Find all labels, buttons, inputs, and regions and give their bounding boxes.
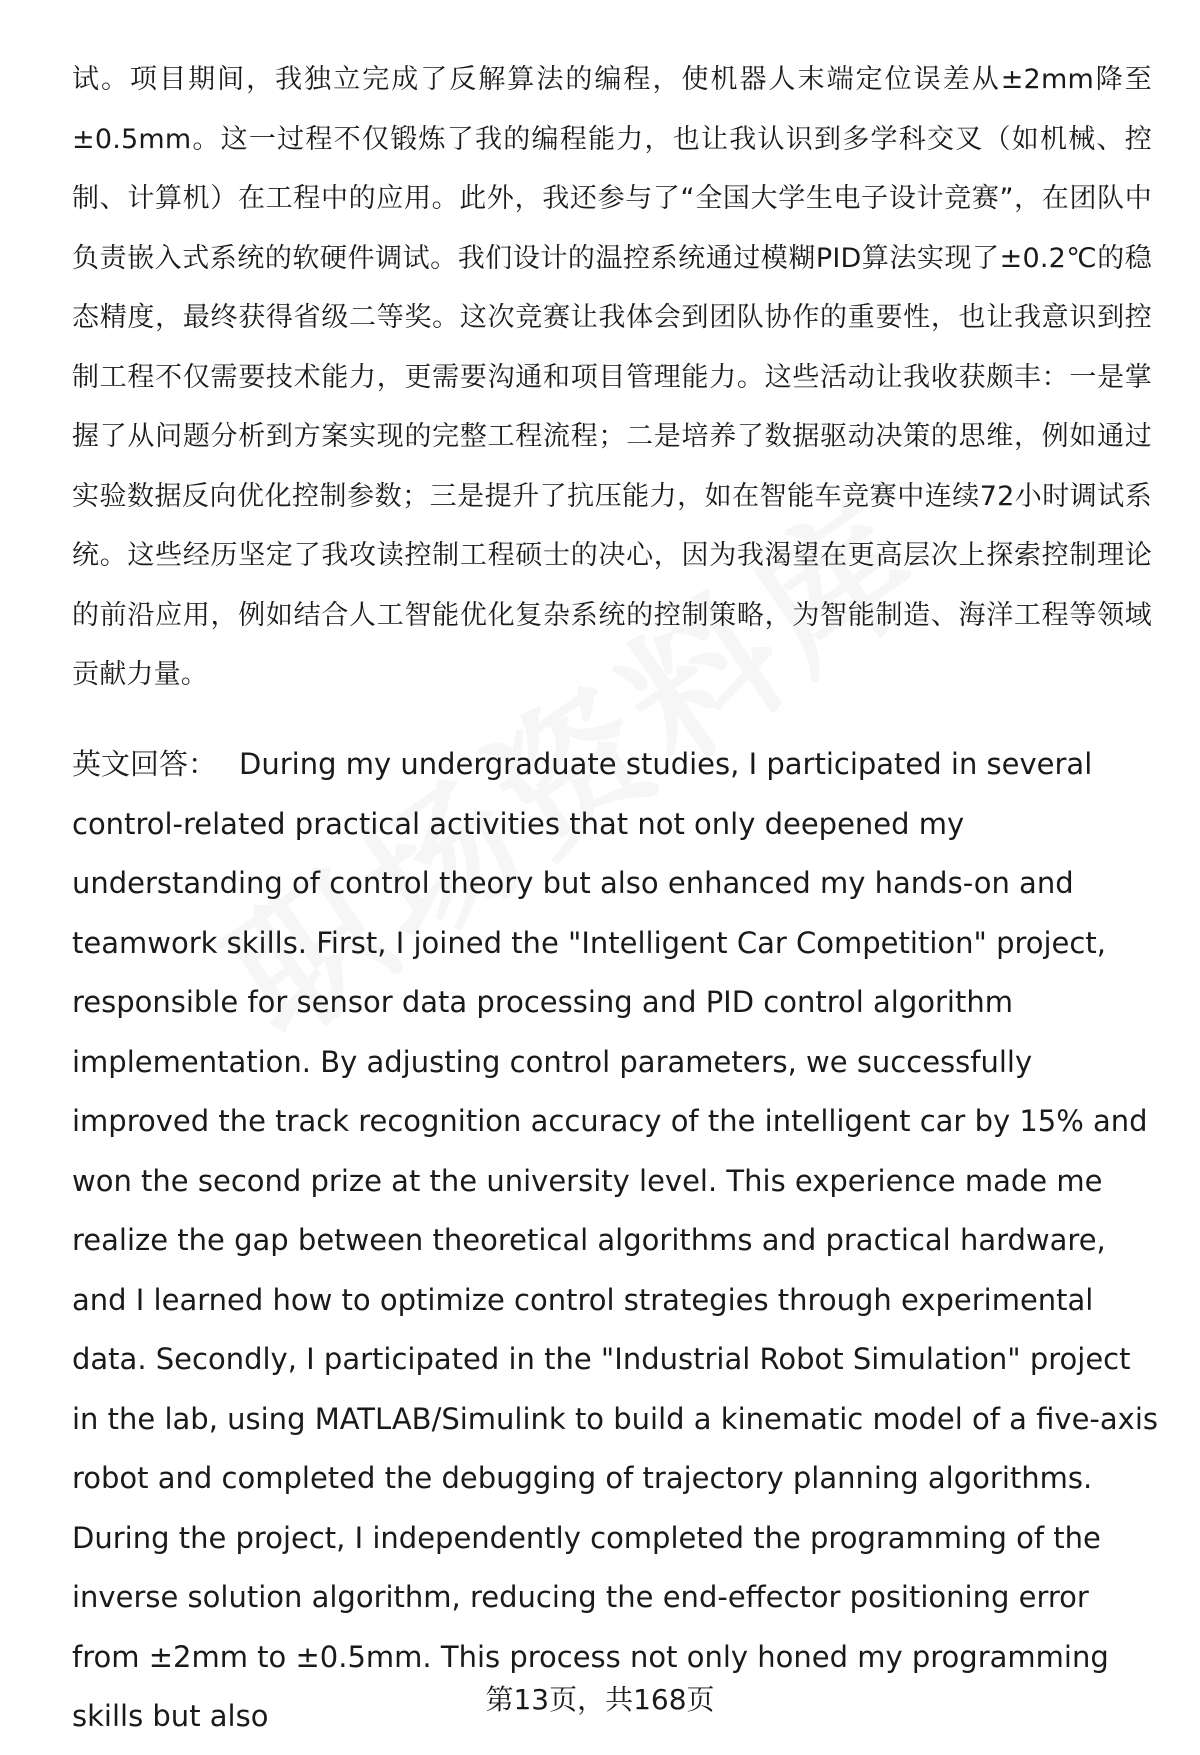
page-number-footer: 第13页，共168页 bbox=[485, 1683, 715, 1716]
english-answer-label: 英文回答： bbox=[72, 747, 218, 781]
chinese-answer-paragraph: 试。项目期间，我独立完成了反解算法的编程，使机器人末端定位误差从±2mm降至±0.5mm。这一过程不仅锻炼了我的编程能力，也让我认识到多学科交叉（如机械、控制、计算机）在工程中的应用。此外，我还参与了“全国大学生电子设计竞赛”，在团队中负责嵌入式系统的软硬件调试。我们设计的温控系统通过模糊PID算法实现了±0.2℃的稳态精度，最终获得省级二等奖。这次竞赛让我体会到团队协作的重要性，也让我意识到控制工程不仅需要技术能力，更需要沟通和项目管理能力。这些活动让我收获颇丰：一是掌握了从问题分析到方案实现的完整工程流程；二是培养了数据驱动决策的思维，例如通过实验数据反向优化控制参数；三是提升了抗压能力，如在智能车竞赛中连续72小时调试系统。这些经历坚定了我攻读控制工程硕士的决心，因为我渴望在更高层次上探索控制理论的前沿应用，例如结合人工智能优化复杂系统的控制策略，为智能制造、海洋工程等领域贡献力量。 bbox=[72, 64, 1152, 690]
english-answer-text: During my undergraduate studies, I participated in several control-related practical activities that not only deepened my understanding of control theory but also enhanced my hands-on and teamwork skills. First, I joined the "Intelligent Car Competition" project, responsible for sensor data processing and PID control algorithm implementation. By adjusting control parameters, we successfully improved the track recognition accuracy of the intelligent car by 15% and won the second prize at the university level. This experience made me realize the gap between theoretical algorithms and practical hardware, and I learned how to optimize control strategies through experimental data. Secondly, I participated in the "Industrial Robot Simulation" project in the lab, using MATLAB/Simulink to build a kinematic model of a five-axis robot and completed the debugging of trajectory planning algorithms. During the project, I independently completed the programming of the inverse solution algorithm, reducing the end-effector positioning error from ±2mm to ±0.5mm. This process not only honed my programming skills but also bbox=[72, 747, 1158, 1733]
english-answer-paragraph bbox=[72, 735, 1162, 1747]
